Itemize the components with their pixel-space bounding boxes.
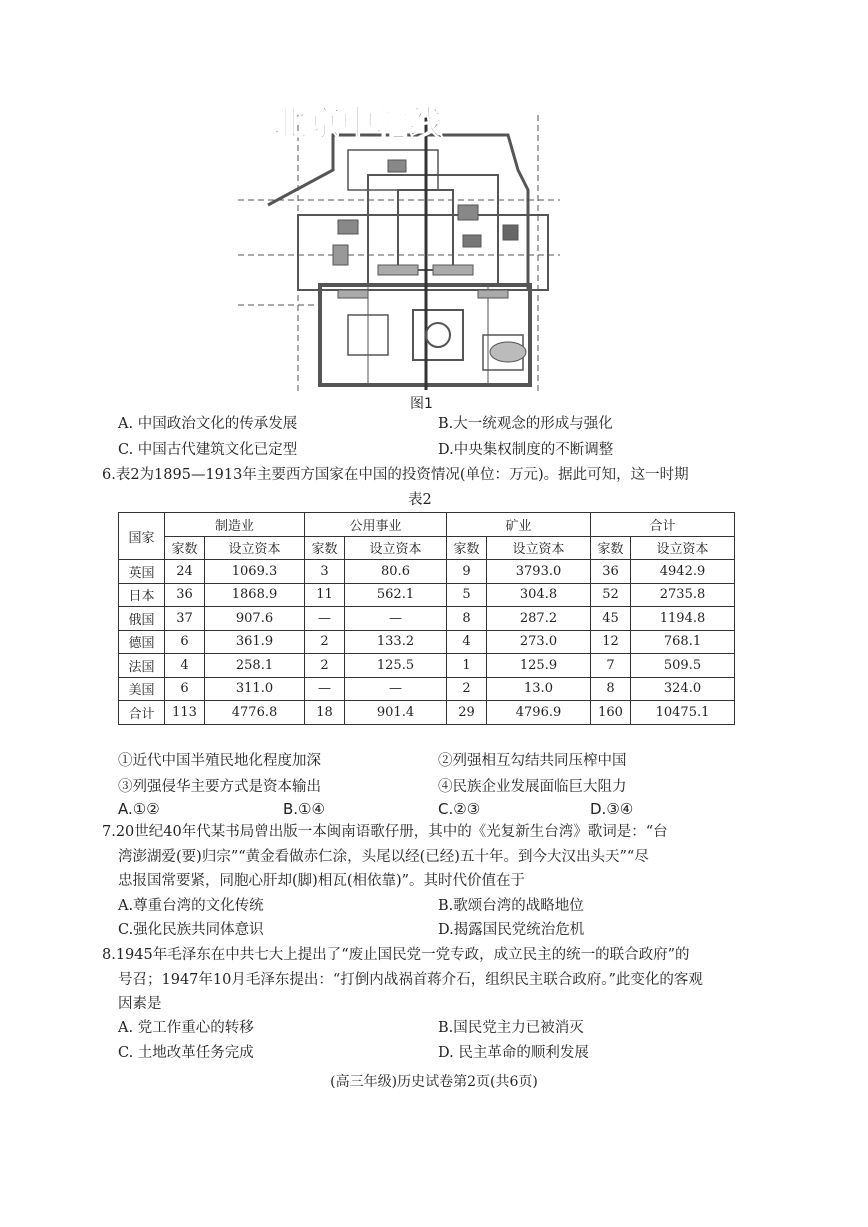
value-cell: —	[345, 607, 447, 631]
table-body	[119, 560, 735, 725]
value-cell: 273.0	[487, 630, 591, 654]
value-cell: 160	[591, 701, 631, 725]
value-cell: 1194.8	[631, 607, 735, 631]
header-public-utilities: 公用事业	[305, 513, 447, 537]
value-cell: 37	[165, 607, 205, 631]
q8-stem-line-3: 因素是	[118, 996, 162, 1012]
value-cell: 258.1	[205, 654, 305, 678]
subheader-capital: 设立资本	[345, 536, 447, 560]
q6-option-d: D.③④	[590, 800, 634, 818]
value-cell: 1	[447, 654, 487, 678]
q6-option-a: A.①②	[118, 800, 160, 818]
value-cell: 125.5	[345, 654, 447, 678]
table-row	[119, 677, 735, 701]
value-cell: 4	[447, 630, 487, 654]
value-cell: 12	[591, 630, 631, 654]
value-cell: 29	[447, 701, 487, 725]
value-cell: 133.2	[345, 630, 447, 654]
map-image	[238, 95, 560, 393]
q5-option-c: C. 中国古代建筑文化已定型	[118, 442, 298, 458]
value-cell: 5	[447, 583, 487, 607]
country-cell: 日本	[119, 583, 165, 607]
value-cell: 2	[305, 630, 345, 654]
q6-option-c: C.②③	[438, 800, 481, 818]
value-cell: —	[305, 607, 345, 631]
q6-statement-1: ①近代中国半殖民地化程度加深	[118, 753, 321, 769]
value-cell: 11	[305, 583, 345, 607]
value-cell: 3	[305, 560, 345, 584]
q7-stem-line-3: 忠报国常要紧，同胞心肝却(脚)相瓦(相依靠)”。其时代价值在于	[118, 873, 526, 889]
table-row	[119, 701, 735, 725]
country-cell: 俄国	[119, 607, 165, 631]
header-total: 合计	[591, 513, 735, 537]
value-cell: 1069.3	[205, 560, 305, 584]
table-row	[119, 583, 735, 607]
value-cell: 9	[447, 560, 487, 584]
value-cell: 113	[165, 701, 205, 725]
value-cell: 3793.0	[487, 560, 591, 584]
value-cell: 907.6	[205, 607, 305, 631]
q6-statement-4: ④民族企业发展面临巨大阻力	[438, 779, 627, 795]
value-cell: 6	[165, 630, 205, 654]
value-cell: 4	[165, 654, 205, 678]
value-cell: 562.1	[345, 583, 447, 607]
q7-option-c: C.强化民族共同体意识	[118, 922, 264, 938]
value-cell: 8	[447, 607, 487, 631]
value-cell: 10475.1	[631, 701, 735, 725]
value-cell: 311.0	[205, 677, 305, 701]
value-cell: 2735.8	[631, 583, 735, 607]
value-cell: 768.1	[631, 630, 735, 654]
q7-option-d: D.揭露国民党统治危机	[438, 922, 585, 938]
q8-option-b: B.国民党主力已被消灭	[438, 1020, 584, 1036]
value-cell: 52	[591, 583, 631, 607]
value-cell: —	[345, 677, 447, 701]
figure-caption: 图1	[410, 396, 433, 412]
country-cell: 合计	[119, 701, 165, 725]
value-cell: 8	[591, 677, 631, 701]
value-cell: 324.0	[631, 677, 735, 701]
page-footer: (高三年级)历史试卷第2页(共6页)	[330, 1074, 538, 1090]
q7-option-b: B.歌颂台湾的战略地位	[438, 898, 584, 914]
table-row	[119, 607, 735, 631]
value-cell: 13.0	[487, 677, 591, 701]
q5-option-d: D.中央集权制度的不断调整	[438, 442, 614, 458]
value-cell: 18	[305, 701, 345, 725]
header-country: 国家	[119, 513, 165, 560]
country-cell: 美国	[119, 677, 165, 701]
q6-statement-2: ②列强相互勾结共同压榨中国	[438, 753, 627, 769]
header-mining: 矿业	[447, 513, 591, 537]
value-cell: 2	[305, 654, 345, 678]
q8-option-d: D. 民主革命的顺利发展	[438, 1045, 589, 1061]
value-cell: 24	[165, 560, 205, 584]
q8-stem-line-2: 号召；1947年10月毛泽东提出：“打倒内战祸首蒋介石，组织民主联合政府。”此变化的客观	[118, 972, 703, 988]
q8-stem-line-1: 8.1945年毛泽东在中共七大上提出了“废止国民党一党专政，成立民主的统一的联合政府”的	[102, 947, 690, 963]
value-cell: 361.9	[205, 630, 305, 654]
q6-statement-3: ③列强侵华主要方式是资本输出	[118, 779, 321, 795]
subheader-count: 家数	[447, 536, 487, 560]
value-cell: —	[305, 677, 345, 701]
value-cell: 80.6	[345, 560, 447, 584]
value-cell: 287.2	[487, 607, 591, 631]
q7-option-a: A.尊重台湾的文化传统	[118, 898, 264, 914]
table-row	[119, 560, 735, 584]
value-cell: 1868.9	[205, 583, 305, 607]
header-manufacturing: 制造业	[165, 513, 305, 537]
q7-stem-line-1: 7.20世纪40年代某书局曾出版一本闽南语歌仔册，其中的《光复新生台湾》歌词是：“台	[102, 824, 668, 840]
q5-option-a: A. 中国政治文化的传承发展	[118, 416, 298, 432]
q6-option-b: B.①④	[283, 800, 325, 818]
table-row	[119, 654, 735, 678]
value-cell: 6	[165, 677, 205, 701]
value-cell: 4942.9	[631, 560, 735, 584]
subheader-capital: 设立资本	[205, 536, 305, 560]
investment-table	[118, 512, 735, 725]
country-cell: 德国	[119, 630, 165, 654]
value-cell: 125.9	[487, 654, 591, 678]
country-cell: 英国	[119, 560, 165, 584]
map-title-text: 北京中轴线	[273, 104, 443, 144]
subheader-count: 家数	[165, 536, 205, 560]
value-cell: 36	[591, 560, 631, 584]
subheader-capital: 设立资本	[487, 536, 591, 560]
subheader-capital: 设立资本	[631, 536, 735, 560]
value-cell: 4796.9	[487, 701, 591, 725]
beijing-axis-map-figure	[238, 95, 560, 393]
value-cell: 36	[165, 583, 205, 607]
q5-option-b: B.大一统观念的形成与强化	[438, 416, 613, 432]
value-cell: 45	[591, 607, 631, 631]
q8-option-a: A. 党工作重心的转移	[118, 1020, 254, 1036]
country-cell: 法国	[119, 654, 165, 678]
value-cell: 2	[447, 677, 487, 701]
q7-stem-line-2: 湾澎湖爱(要)归宗”“黄金看做赤仁涂，头尾以经(已经)五十年。到今大汉出头天”“尽	[118, 849, 649, 865]
value-cell: 7	[591, 654, 631, 678]
value-cell: 4776.8	[205, 701, 305, 725]
value-cell: 901.4	[345, 701, 447, 725]
subheader-count: 家数	[305, 536, 345, 560]
q6-stem: 6.表2为1895—1913年主要西方国家在中国的投资情况(单位：万元)。据此可知，这一时期	[102, 467, 689, 483]
table-row	[119, 630, 735, 654]
q8-option-c: C. 土地改革任务完成	[118, 1045, 254, 1061]
value-cell: 509.5	[631, 654, 735, 678]
value-cell: 304.8	[487, 583, 591, 607]
q6-table-title: 表2	[408, 492, 432, 508]
subheader-count: 家数	[591, 536, 631, 560]
